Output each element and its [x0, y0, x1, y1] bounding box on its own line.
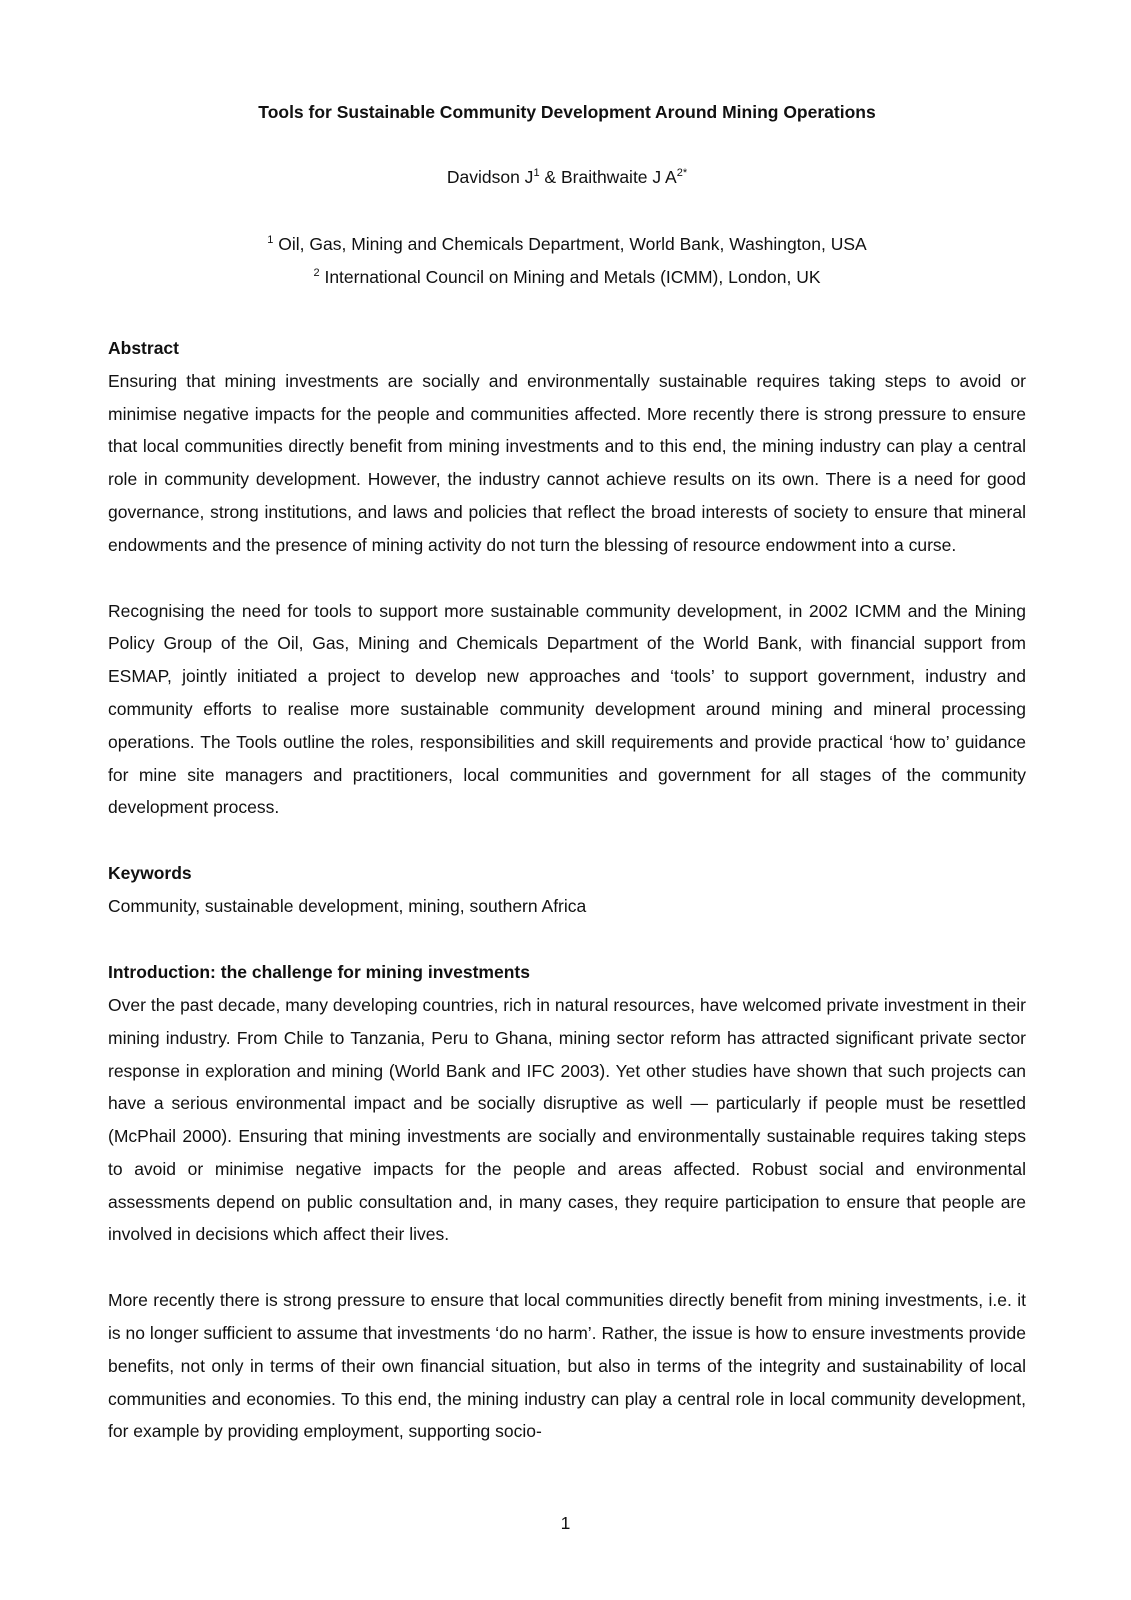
- author-name: Davidson J: [446, 167, 534, 188]
- introduction-paragraph: Over the past decade, many developing countries, rich in natural resources, have welcomed private investment in their mining industry. From Chile to Tanzania, Peru to Ghana, mining sector reform has attracted significant private sector response in exploration and mining (World Bank and IFC 2003). Yet other studies have shown that such projects can have a serious environmental impact and be socially disruptive as well — particularly if people must be resettled (McPhail 2000). Ensuring that mining investments are socially and environmentally sustainable requires taking steps to avoid or minimise negative impacts for the people and areas affected. Robust social and environmental assessments depend on public consultation and, in many cases, they require participation to ensure that people are involved in decisions which affect their lives.: [108, 994, 1026, 1245]
- abstract-paragraph: Recognising the need for tools to support more sustainable community development, in 2002 ICMM and the Mining Policy Group of the Oil, Gas, Mining and Chemicals Department of the World Bank, with financial support from ESMAP, jointly initiated a project to develop new approaches and ‘tools’ to support government, industry and community efforts to realise more sustainable community development around mining and mineral processing operations. The Tools outline the roles, responsibilities and skill requirements and provide practical ‘how to’ guidance for mine site managers and practitioners, local communities and government for all stages of the community development process.: [108, 600, 1026, 818]
- page-number: 1: [560, 1513, 571, 1533]
- introduction-heading: Introduction: the challenge for mining investments: [108, 961, 530, 982]
- paper-title: Tools for Sustainable Community Development Around Mining Operations: [258, 102, 876, 122]
- abstract-paragraph: Ensuring that mining investments are socially and environmentally sustainable requires taking steps to avoid or minimise negative impacts for the people and communities affected. More recently there is strong pressure to ensure that local communities directly benefit from mining investments and to this end, the mining industry can play a central role in community development. However, the industry cannot achieve results on its own. There is a need for good governance, strong institutions, and laws and policies that reflect the broad interests of society to ensure that mineral endowments and the presence of mining activity do not turn the blessing of resource endowment into a curse.: [108, 370, 1026, 555]
- author-affiliation-marker: 1: [533, 167, 540, 180]
- abstract-heading: Abstract: [108, 337, 179, 358]
- author-affiliation-marker: 2*: [676, 167, 688, 180]
- affiliation-line: [108, 228, 1026, 261]
- paragraph-spacer: [108, 562, 1026, 595]
- page-content: [108, 100, 1026, 1448]
- keywords-heading: Keywords: [108, 863, 192, 884]
- affiliation-marker: 1: [267, 233, 274, 246]
- author-name: Braithwaite J A: [560, 167, 677, 188]
- affiliation-text: International Council on Mining and Metals (ICMM), London, UK: [324, 266, 821, 287]
- author-separator: &: [539, 167, 561, 188]
- affiliation-line: [108, 261, 1026, 294]
- author-line: [108, 165, 1026, 190]
- introduction-paragraph: More recently there is strong pressure to ensure that local communities directly benefit from mining investments, i.e. it is no longer sufficient to assume that investments ‘do no harm’. Rather, the issue is how to ensure investments provide benefits, not only in terms of their own financial situation, but also in terms of the integrity and sustainability of local communities and economies. To this end, the mining industry can play a central role in local community development, for example by providing employment, supporting socio-: [108, 1290, 1026, 1442]
- paragraph-spacer: [108, 923, 1026, 956]
- keywords-text: Community, sustainable development, mining, southern Africa: [108, 896, 587, 917]
- paragraph-spacer: [108, 1251, 1026, 1284]
- affiliations: [108, 228, 1026, 294]
- paragraph-spacer: [108, 824, 1026, 857]
- affiliation-marker: 2: [313, 266, 320, 279]
- affiliation-text: Oil, Gas, Mining and Chemicals Department, World Bank, Washington, USA: [278, 233, 867, 254]
